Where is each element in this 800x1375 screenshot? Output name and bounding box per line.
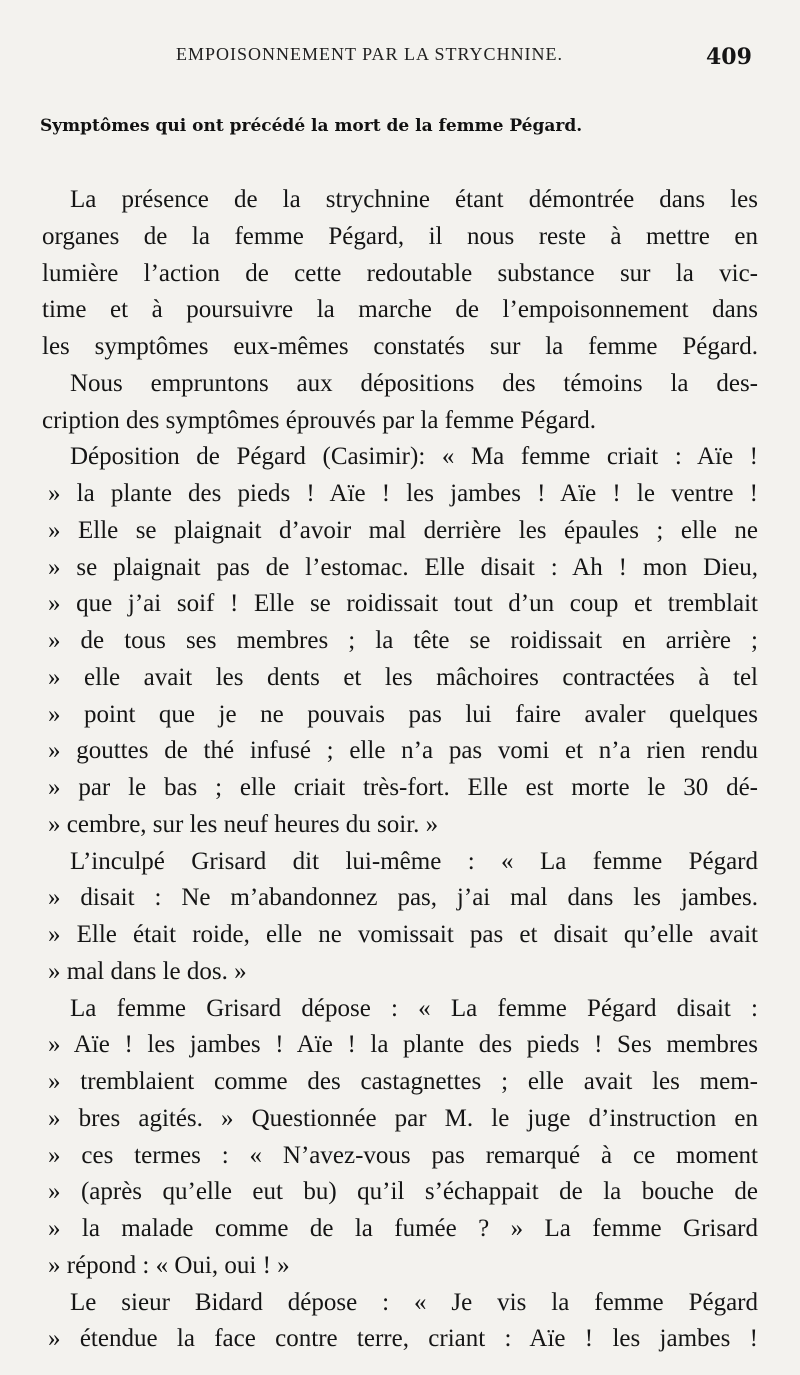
text-line: » que j’ai soif ! Elle se roidissait tout d’un coup et tremblait [48,590,758,618]
text-line: » (après qu’elle eut bu) qu’il s’échappait de la bouche de [48,1178,758,1206]
text-line: » mal dans le dos. » [48,957,247,985]
text-line: Le sieur Bidard dépose : « Je vis la femme Pégard [70,1288,758,1316]
text-line: » la plante des pieds ! Aïe ! les jambes ! Aïe ! le ventre ! [48,480,758,507]
text-line: les symptômes eux-mêmes constatés sur la femme Pégard. [42,333,758,360]
running-title: EMPOISONNEMENT PAR LA STRYCHNINE. [176,44,564,64]
text-line: La présence de la strychnine étant démontrée dans les [70,186,758,213]
text-line: » Aïe ! les jambes ! Aïe ! la plante des pieds ! Ses membres [48,1031,758,1059]
text-line: » Elle se plaignait d’avoir mal derrière les épaules ; elle ne [48,516,758,544]
text-line: » disait : Ne m’abandonnez pas, j’ai mal dans les jambes. [48,884,758,912]
text-line: La femme Grisard dépose : « La femme Pégard disait : [70,994,758,1022]
text-line: Déposition de Pégard (Casimir): « Ma femme criait : Aïe ! [70,443,758,471]
body-text [42,182,758,1358]
text-line: » ces termes : « N’avez-vous pas remarqué à ce moment [48,1141,758,1169]
text-line: cription des symptômes éprouvés par la femme Pégard. [42,406,597,434]
text-line: L’inculpé Grisard dit lui-même : « La femme Pégard [70,847,758,875]
text-line: organes de la femme Pégard, il nous reste à mettre en [42,222,758,250]
text-line: » tremblaient comme des castagnettes ; elle avait les mem- [48,1068,758,1095]
text-line: » la malade comme de la fumée ? » La femme Grisard [48,1215,758,1242]
text-line: » de tous ses membres ; la tête se roidissait en arrière ; [48,627,758,654]
text-line: lumière l’action de cette redoutable substance sur la vic- [42,259,758,287]
text-line: » par le bas ; elle criait très-fort. Elle est morte le 30 dé- [48,774,758,801]
text-line: » cembre, sur les neuf heures du soir. » [48,810,439,838]
text-line: Nous empruntons aux dépositions des témoins la des- [70,369,758,397]
text-line: » Elle était roide, elle ne vomissait pas et disait qu’elle avait [48,921,758,948]
section-title: Symptômes qui ont précédé la mort de la femme Pégard. [40,116,583,136]
text-line: » répond : « Oui, oui ! » [48,1251,290,1279]
text-line: » se plaignait pas de l’estomac. Elle disait : Ah ! mon Dieu, [48,553,758,581]
text-line: » étendue la face contre terre, criant : Aïe ! les jambes ! [48,1325,758,1353]
text-line: » point que je ne pouvais pas lui faire avaler quelques [48,700,758,728]
text-line: » bres agités. » Questionnée par M. le juge d’instruction en [48,1104,758,1132]
text-line: time et à poursuivre la marche de l’empoisonnement dans [42,296,758,324]
text-line: » elle avait les dents et les mâchoires contractées à tel [48,663,758,691]
page-number: 409 [706,44,752,70]
text-line: » gouttes de thé infusé ; elle n’a pas vomi et n’a rien rendu [48,737,758,765]
